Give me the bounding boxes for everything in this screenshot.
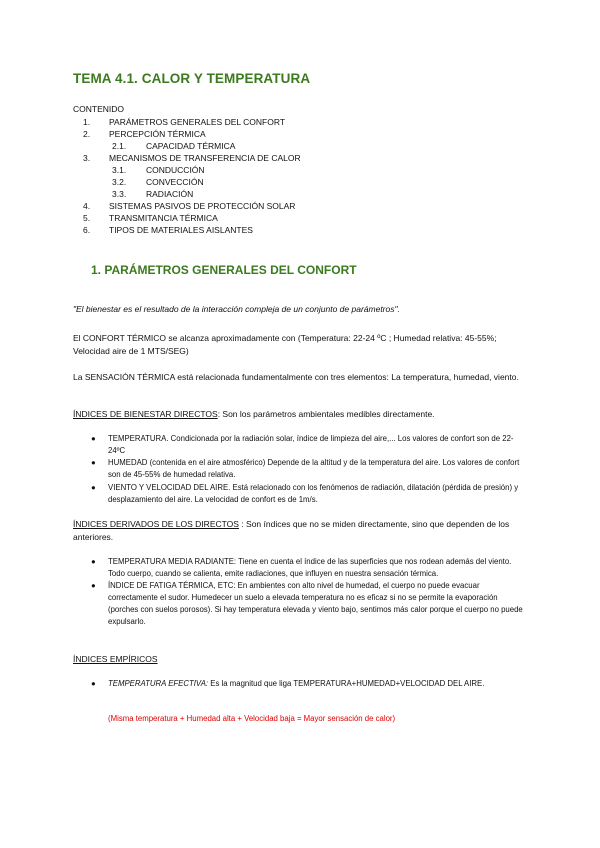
red-note: (Misma temperatura + Humedad alta + Velocidad baja = Mayor sensación de calor) — [108, 714, 396, 723]
indices-empiricos-heading: ÍNDICES EMPÍRICOS — [73, 654, 158, 664]
indices-derivados-paragraph: ÍNDICES DERIVADOS DE LOS DIRECTOS : Son índices que no se miden directamente, sino que dependen de los anteriores. — [73, 519, 510, 542]
section-heading: 1. PARÁMETROS GENERALES DEL CONFORT — [91, 263, 357, 277]
indices-directos-paragraph: ÍNDICES DE BIENESTAR DIRECTOS: Son los parámetros ambientales medibles directamente. — [73, 409, 435, 419]
indices-directos-list — [91, 433, 528, 506]
bullet-icon: ● — [91, 581, 96, 591]
toc-subitem: 2.1. CAPACIDAD TÉRMICA — [112, 141, 236, 151]
sensacion-paragraph: La SENSACIÓN TÉRMICA está relacionada fundamentalmente con tres elementos: La temperatura, humedad, viento. — [73, 372, 519, 382]
list-item: ● VIENTO Y VELOCIDAD DEL AIRE. Está relacionado con los fenómenos de radiación, dilatación (pérdida de presión) y desplazamiento del aire. La velocidad de confort es de 1m/s. — [91, 482, 519, 504]
indices-derivados-heading: ÍNDICES DERIVADOS DE LOS DIRECTOS — [73, 519, 239, 529]
toc-item: 2. PERCEPCIÓN TÉRMICA — [83, 129, 206, 139]
list-item: ● HUMEDAD (contenida en el aire atmosférico) Depende de la altitud y de la temperatura del aire. Los valores de confort son de 45-55% de humedad relativa. — [91, 458, 520, 480]
toc-item: 4. SISTEMAS PASIVOS DE PROTECCIÓN SOLAR — [83, 201, 296, 211]
toc-item: 3. MECANISMOS DE TRANSFERENCIA DE CALOR — [83, 153, 301, 163]
list-item: ● TEMPERATURA. Condicionada por la radiación solar, índice de limpieza del aire,... Los valores de confort son de 22-24ºC — [91, 434, 514, 455]
toc-item: 1. PARÁMETROS GENERALES DEL CONFORT — [83, 117, 286, 127]
bullet-icon: ● — [91, 458, 96, 468]
toc-subitem: 3.3. RADIACIÓN — [112, 189, 194, 199]
quote-paragraph: "El bienestar es el resultado de la interacción compleja de un conjunto de parámetros". — [73, 304, 400, 314]
bullet-icon: ● — [91, 679, 96, 688]
document-title: TEMA 4.1. CALOR Y TEMPERATURA — [73, 71, 311, 86]
bullet-icon: ● — [91, 482, 96, 492]
toc-subitem: 3.2. CONVECCIÓN — [112, 177, 204, 187]
indices-empiricos-list — [91, 678, 528, 691]
toc-heading: CONTENIDO — [73, 104, 124, 114]
toc-subitem: 3.1. CONDUCCIÓN — [112, 165, 205, 175]
list-item: ● TEMPERATURA MEDIA RADIANTE: Tiene en cuenta el índice de las superficies que nos rodean además del viento. Todo cuerpo, cuando se calienta, emite radiaciones, que influyen en nuestra sensación térmica. — [91, 557, 512, 578]
indices-derivados-list — [91, 556, 528, 628]
indices-directos-heading: ÍNDICES DE BIENESTAR DIRECTOS — [73, 409, 218, 419]
toc-item: 5. TRANSMITANCIA TÉRMICA — [83, 213, 218, 223]
confort-paragraph: El CONFORT TÉRMICO se alcanza aproximadamente con (Temperatura: 22-24 ºC ; Humedad relativa: 45-55%; Velocidad aire de 1 MTS/SEG) — [73, 333, 497, 356]
bullet-icon: ● — [91, 434, 96, 443]
toc-item: 6. TIPOS DE MATERIALES AISLANTES — [83, 225, 253, 235]
bullet-icon: ● — [91, 557, 96, 566]
list-item: ● TEMPERATURA EFECTIVA: Es la magnitud que liga TEMPERATURA+HUMEDAD+VELOCIDAD DEL AIRE. — [91, 679, 485, 688]
list-item: ● ÍNDICE DE FATIGA TÉRMICA, ETC: En ambientes con alto nivel de humedad, el cuerpo no puede evacuar correctamente el sudor. Humedecer un suelo a elevada temperatura no es eficaz si no se permite la evaporación (porches con suelos porosos). Si hay temperatura elevada y viento bajo, sentimos más calor porque el cuerpo no puede expulsarlo. — [91, 581, 523, 626]
